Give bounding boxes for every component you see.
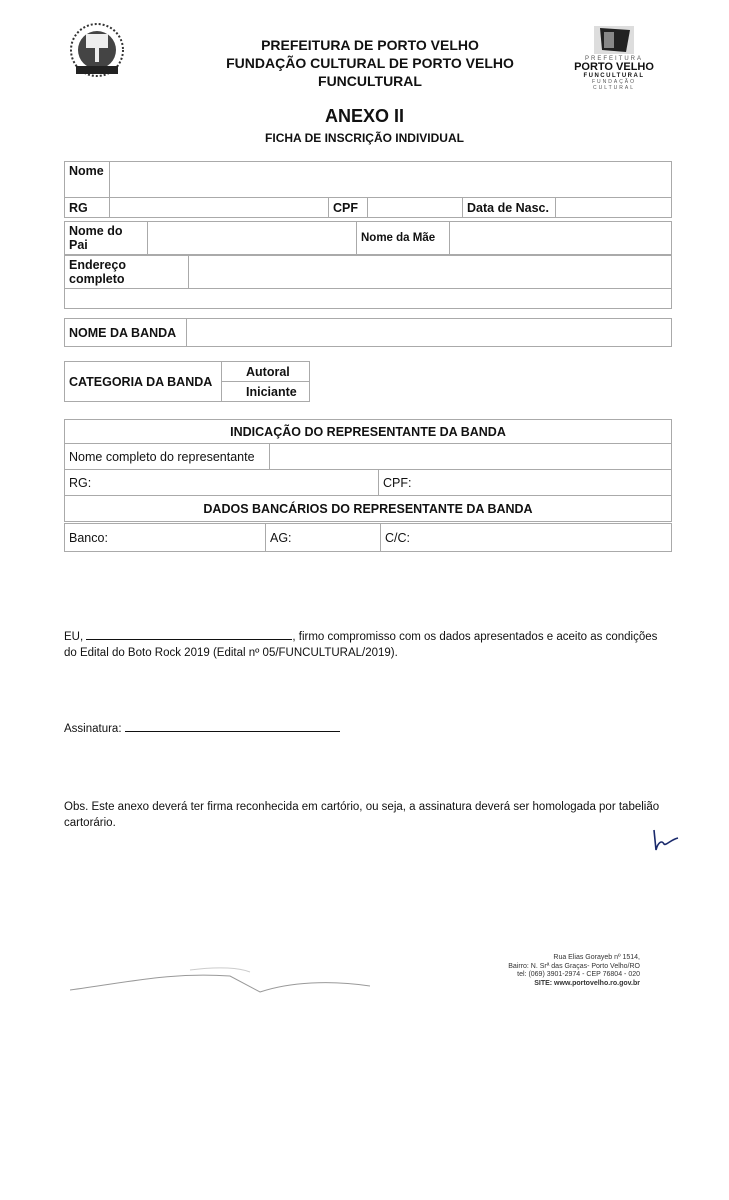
- porto-velho-logo: [574, 24, 654, 102]
- declaration-text-1: , firmo compromisso com os dados apresentados e aceito as condições: [292, 631, 658, 643]
- nome-banda-field[interactable]: [187, 319, 672, 347]
- obs-note: [64, 799, 674, 831]
- rg-label: RG: [65, 198, 110, 218]
- nome-field[interactable]: [110, 162, 672, 198]
- signature-line[interactable]: [125, 719, 340, 732]
- footer-decorative-curve: [70, 962, 370, 996]
- rep-nome-label: Nome completo do representante: [65, 444, 270, 470]
- representante-heading: INDICAÇÃO DO REPRESENTANTE DA BANDA: [65, 420, 672, 444]
- nome-pai-label: Nome do Pai: [65, 222, 148, 255]
- cpf-label: CPF: [329, 198, 368, 218]
- header-line-1: PREFEITURA DE PORTO VELHO: [261, 37, 479, 53]
- endereco-label: Endereço completo: [65, 256, 189, 289]
- logo-city: PORTO VELHO: [574, 61, 654, 73]
- nome-mae-field[interactable]: [450, 222, 672, 255]
- declaration: [64, 627, 674, 661]
- cc-field[interactable]: C/C:: [381, 524, 672, 552]
- footer-address: [440, 954, 640, 988]
- flag-icon: [586, 24, 642, 56]
- rep-rg-field[interactable]: RG:: [65, 470, 379, 496]
- parents-table: [64, 221, 672, 255]
- declaration-text-2: do Edital do Boto Rock 2019 (Edital nº 05/FUNCULTURAL/2019).: [64, 647, 398, 659]
- footer-phone: tel: (069) 3901-2974 - CEP 76804 - 020: [517, 971, 640, 978]
- header-line-3: FUNCULTURAL: [318, 73, 422, 89]
- nome-banda-label: NOME DA BANDA: [65, 319, 187, 347]
- data-nasc-label: Data de Nasc.: [463, 198, 556, 218]
- declaration-eu: EU,: [64, 631, 84, 643]
- nome-pai-field[interactable]: [148, 222, 357, 255]
- option-autoral[interactable]: Autoral: [222, 362, 310, 382]
- footer-site: SITE: www.portovelho.ro.gov.br: [534, 979, 640, 987]
- bank-heading: DADOS BANCÁRIOS DO REPRESENTANTE DA BANDA: [65, 496, 672, 522]
- endereco-field[interactable]: [189, 256, 672, 289]
- band-category-table: [64, 361, 310, 402]
- categoria-label: CATEGORIA DA BANDA: [65, 362, 222, 402]
- representative-table: [64, 419, 672, 522]
- rg-field[interactable]: [110, 198, 329, 218]
- rep-cpf-field[interactable]: CPF:: [379, 470, 672, 496]
- footer-street: Rua Elias Gorayeb nº 1514,: [553, 954, 640, 961]
- logo-cultural: CULTURAL: [592, 85, 636, 91]
- banco-field[interactable]: Banco:: [65, 524, 266, 552]
- footer-district: Bairro: N. Srª das Graças- Porto Velho/RO: [508, 962, 640, 970]
- cpf-field[interactable]: [368, 198, 463, 218]
- obs-line-2: cartorário.: [64, 817, 116, 829]
- logo-prefeitura: PREFEITURA: [584, 56, 643, 62]
- handwritten-initials: [648, 826, 680, 854]
- signature-label: Assinatura:: [64, 723, 122, 735]
- page-title: ANEXO II: [324, 106, 404, 126]
- ag-field[interactable]: AG:: [266, 524, 381, 552]
- logo-funcultural: FUNCULTURAL: [583, 73, 645, 79]
- obs-line-1: Obs. Este anexo deverá ter firma reconhecida em cartório, ou seja, a assinatura deverá ser homologada por tabelião: [64, 801, 660, 813]
- declaration-name-line[interactable]: [86, 627, 292, 640]
- signature-row: [64, 719, 674, 737]
- bank-table: [64, 523, 672, 552]
- rep-nome-field[interactable]: [270, 444, 672, 470]
- address-table: [64, 255, 672, 309]
- page-subtitle: FICHA DE INSCRIÇÃO INDIVIDUAL: [265, 131, 464, 145]
- band-name-table: [64, 318, 672, 347]
- nome-label: Nome: [65, 162, 110, 198]
- endereco-field-2[interactable]: [65, 289, 672, 309]
- logo-fundacao: FUNDAÇÃO: [591, 79, 637, 85]
- nome-mae-label: Nome da Mãe: [357, 222, 450, 255]
- header-line-2: FUNDAÇÃO CULTURAL DE PORTO VELHO: [226, 55, 514, 71]
- city-seal-logo: [62, 22, 132, 82]
- data-nasc-field[interactable]: [556, 198, 672, 218]
- personal-data-table: [64, 161, 672, 218]
- option-iniciante[interactable]: Iniciante: [222, 382, 310, 402]
